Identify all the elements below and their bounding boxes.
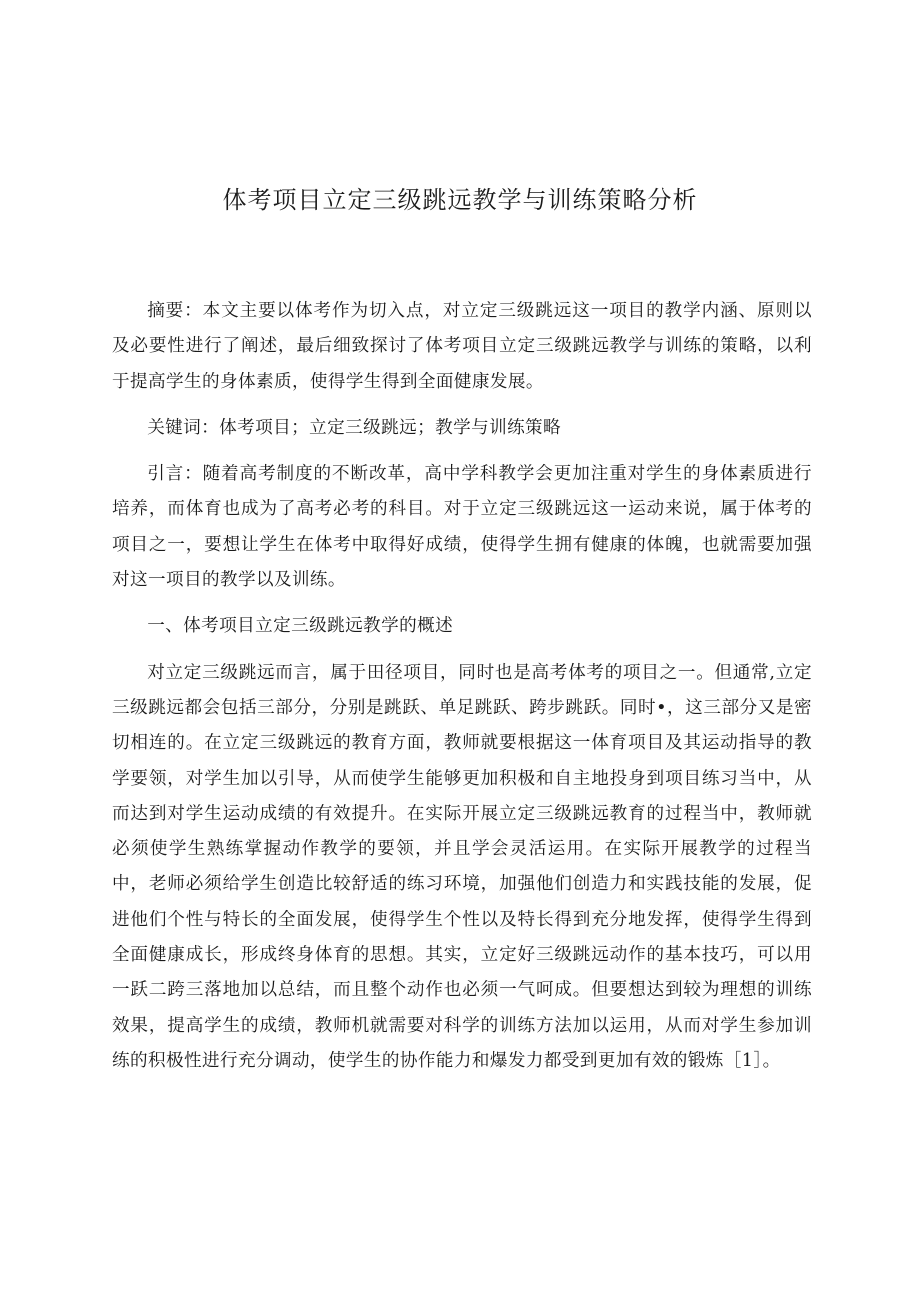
section-heading: 一、体考项目立定三级跳远教学的概述 [147,616,454,637]
section-body-paragraph: 对立定三级跳远而言，属于田径项目，同时也是高考体考的项目之一。但通常,立定三级跳远都会包括三部分，分别是跳跃、单足跳跃、跨步跳跃。同时•，这三部分又是密切相连的。在立定三级跳远的教育方面，教师就要根据这一体育项目及其运动指导的教学要领，对学生加以引导，从而使学生能够更加积极和自主地投身到项目练习当中，从而达到对学生运动成绩的有效提升。在实际开展立定三级跳远教育的过程当中，教师就必须使学生熟练掌握动作教学的要领，并且学会灵活运用。在实际开展教学的过程当中，老师必须给学生创造比较舒适的练习环境，加强他们创造力和实践技能的发展，促进他们个性与特长的全面发展，使得学生个性以及特长得到充分地发挥，使得学生得到全面健康成长，形成终身体育的思想。其实，立定好三级跳远动作的基本技巧，可以用一跃二跨三落地加以总结，而且整个动作也必须一气呵成。但要想达到较为理想的训练效果，提高学生的成绩，教师机就需要对科学的训练方法加以运用，从而对学生参加训练的积极性进行充分调动，使学生的协作能力和爆发力都受到更加有效的锻炼［1］。 [112,662,812,1071]
document-title: 体考项目立定三级跳远教学与训练策略分析 [222,186,698,214]
introduction-paragraph: 引言：随着高考制度的不断改革，高中学科教学会更加注重对学生的身体素质进行培养，而体育也成为了高考必考的科目。对于立定三级跳远这一运动来说，属于体考的项目之一，要想让学生在体考中取得好成绩，使得学生拥有健康的体魄，也就需要加强对这一项目的教学以及训练。 [112,464,812,591]
document-body [112,294,812,1079]
keywords-paragraph: 关键词：体考项目；立定三级跳远；教学与训练策略 [147,417,562,438]
abstract-paragraph: 摘要：本文主要以体考作为切入点，对立定三级跳远这一项目的教学内涵、原则以及必要性进行了阐述，最后细致探讨了体考项目立定三级跳远教学与训练的策略，以利于提高学生的身体素质，使得学生得到全面健康发展。 [112,301,812,392]
